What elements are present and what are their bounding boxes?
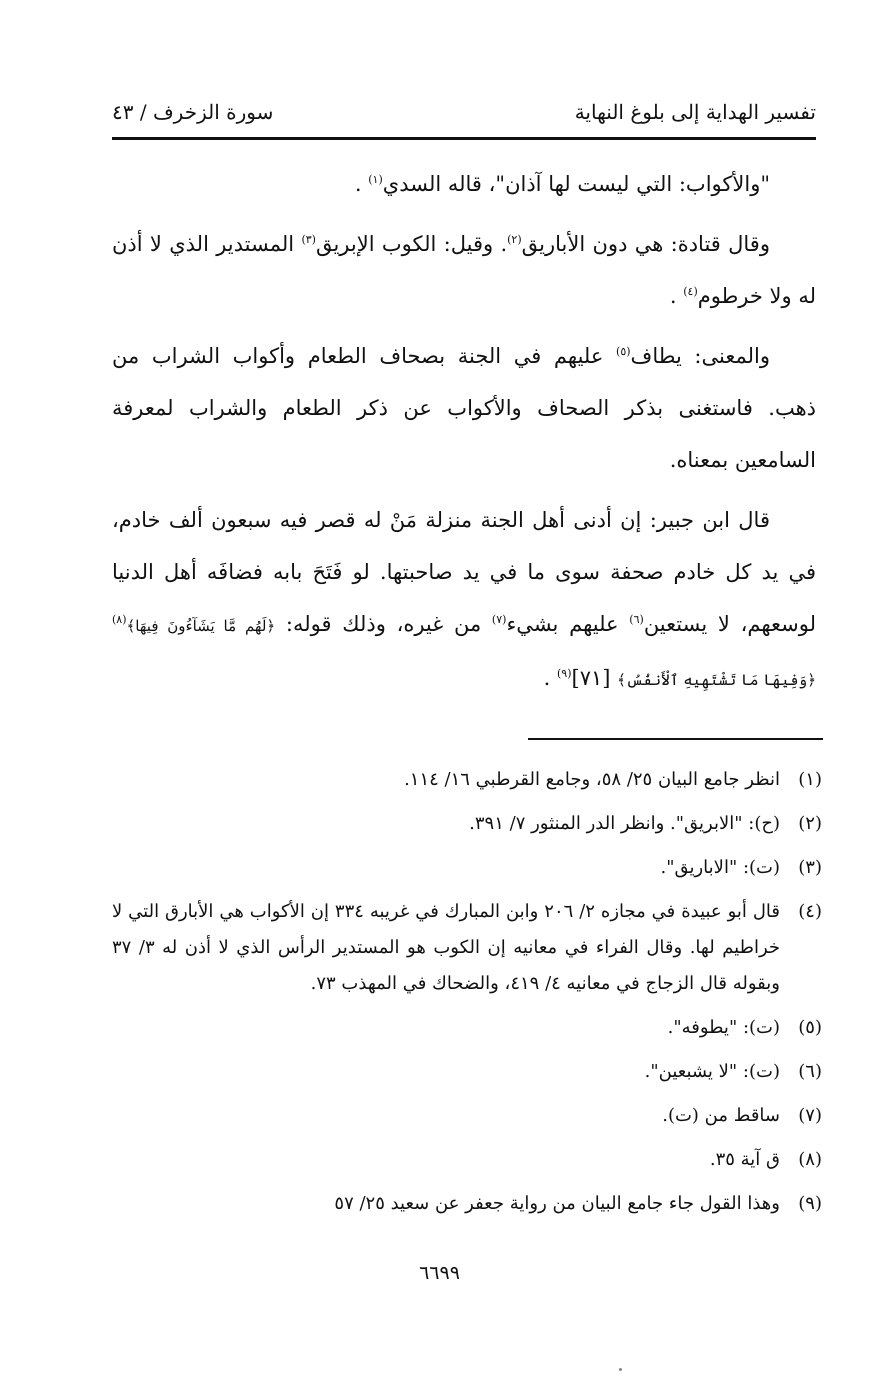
footnote-marker: (٣) xyxy=(301,233,316,246)
quran-quote: ﴿لَهُم مَّا يَشَآءُونَ فِيهَا﴾ xyxy=(126,617,276,635)
footnote-marker: (٩) xyxy=(556,667,572,680)
text-run: المستدير الذي لا أذن له ولا خرطوم xyxy=(112,232,816,308)
paragraph-3 xyxy=(112,330,816,486)
footnote-item xyxy=(112,806,822,842)
text-run: عليهم في الجنة بصحاف الطعام وأكواب الشراب من ذهب. فاستغنى بذكر الصحاف والأكواب عن ذكر الطعام والشراب لمعرفة السامعين بمعناه. xyxy=(112,344,816,472)
footnote-item xyxy=(112,850,822,886)
footnote-item xyxy=(112,1142,822,1178)
running-header xyxy=(112,92,816,132)
footnote-number: (٥) xyxy=(798,1017,822,1038)
footnote-number: (٦) xyxy=(798,1061,822,1082)
text-run: . وقيل: الكوب الإبريق xyxy=(315,232,508,256)
header-rule xyxy=(112,137,816,140)
book-title: تفسير الهداية إلى بلوغ النهاية xyxy=(574,100,816,124)
footnote-text: انظر جامع البيان ٢٥/ ٥٨، وجامع القرطبي ١٦/ ١١٤. xyxy=(404,769,780,790)
text-run: "والأكواب: التي ليست لها آذان"، قاله السدي xyxy=(382,172,770,196)
footnotes xyxy=(112,762,822,1230)
footnote-text: (ح): "الابريق". وانظر الدر المنثور ٧/ ٣٩١. xyxy=(469,813,780,834)
footnote-number: (٢) xyxy=(798,813,822,834)
footnote-marker: (٤) xyxy=(683,285,698,298)
footnote-text: ق آية ٣٥. xyxy=(709,1149,780,1170)
footnote-text: ساقط من (ت). xyxy=(662,1105,780,1126)
main-text xyxy=(112,158,816,714)
text-run: . xyxy=(669,284,684,308)
footnote-number: (٤) xyxy=(798,901,822,922)
footnote-text: وهذا القول جاء جامع البيان من رواية جعفر عن سعيد ٢٥/ ٥٧ xyxy=(334,1193,780,1214)
footnote-marker: (٢) xyxy=(507,233,522,246)
footnote-number: (١) xyxy=(798,769,822,790)
footnote-text: (ت): "لا يشبعين". xyxy=(644,1061,780,1082)
footnote-item xyxy=(112,894,822,1002)
footnote-text: (ت): "الاباريق". xyxy=(660,857,780,878)
text-run: والمعنى: يطاف xyxy=(630,344,770,368)
footnote-marker: (١) xyxy=(368,173,383,186)
paragraph-2 xyxy=(112,218,816,322)
footnote-item xyxy=(112,1054,822,1090)
quran-quote: ﴿وَفِيهَا مَا تَشْتَهِيهِ ٱلْأَنفُسُ﴾ xyxy=(617,671,816,689)
footnote-item xyxy=(112,1010,822,1046)
text-run: وقال قتادة: هي دون الأباريق xyxy=(521,232,770,256)
text-run: من غيره، وذلك قوله: xyxy=(275,612,492,636)
footnote-item xyxy=(112,1098,822,1134)
footnote-text: قال أبو عبيدة في مجازه ٢/ ٢٠٦ وابن المبارك في غريبه ٣٣٤ إن الأكواب هي الأبارق التي لا خراطيم لها. وقال الفراء في معانيه إن الكوب هو المستدير الرأس الذي لا أذن له ٣/ ٣٧ وبقوله قال الزجاج في معانيه ٤/ ٤١٩، والضحاك في المهذب ٧٣. xyxy=(112,901,780,994)
footnote-number: (٣) xyxy=(798,857,822,878)
footnote-item xyxy=(112,762,822,798)
footnote-rule xyxy=(528,738,823,740)
text-run: عليهم بشيء xyxy=(506,612,630,636)
paragraph-4 xyxy=(112,494,816,706)
footnote-number: (٧) xyxy=(798,1105,822,1126)
footnote-number: (٩) xyxy=(798,1193,822,1214)
footnote-text: (ت): "يطوفه". xyxy=(667,1017,780,1038)
surah-reference: سورة الزخرف / ٤٣ xyxy=(112,100,274,124)
footnote-marker: (٦) xyxy=(629,613,644,626)
footnote-marker: (٨) xyxy=(112,613,127,626)
text-run: . xyxy=(354,172,369,196)
footnote-number: (٨) xyxy=(798,1149,822,1170)
text-run: . xyxy=(543,666,557,690)
footnote-marker: (٥) xyxy=(616,345,631,358)
paragraph-1 xyxy=(112,158,816,210)
footnote-marker: (٧) xyxy=(491,613,507,626)
scan-speck xyxy=(619,1368,622,1371)
footnote-item xyxy=(112,1186,822,1222)
page-number: ٦٦٩٩ xyxy=(419,1262,460,1284)
verse-number: [٧١] xyxy=(571,666,618,690)
text-run: قال ابن جبير: إن أدنى أهل الجنة منزلة مَنْ له قصر فيه سبعون ألف خادم، في يد كل خادم صحفة سوى ما في يد صاحبتها. لو فَتَحَ بابه فضافَه أهل الدنيا لوسعهم، لا يستعين xyxy=(112,508,816,636)
